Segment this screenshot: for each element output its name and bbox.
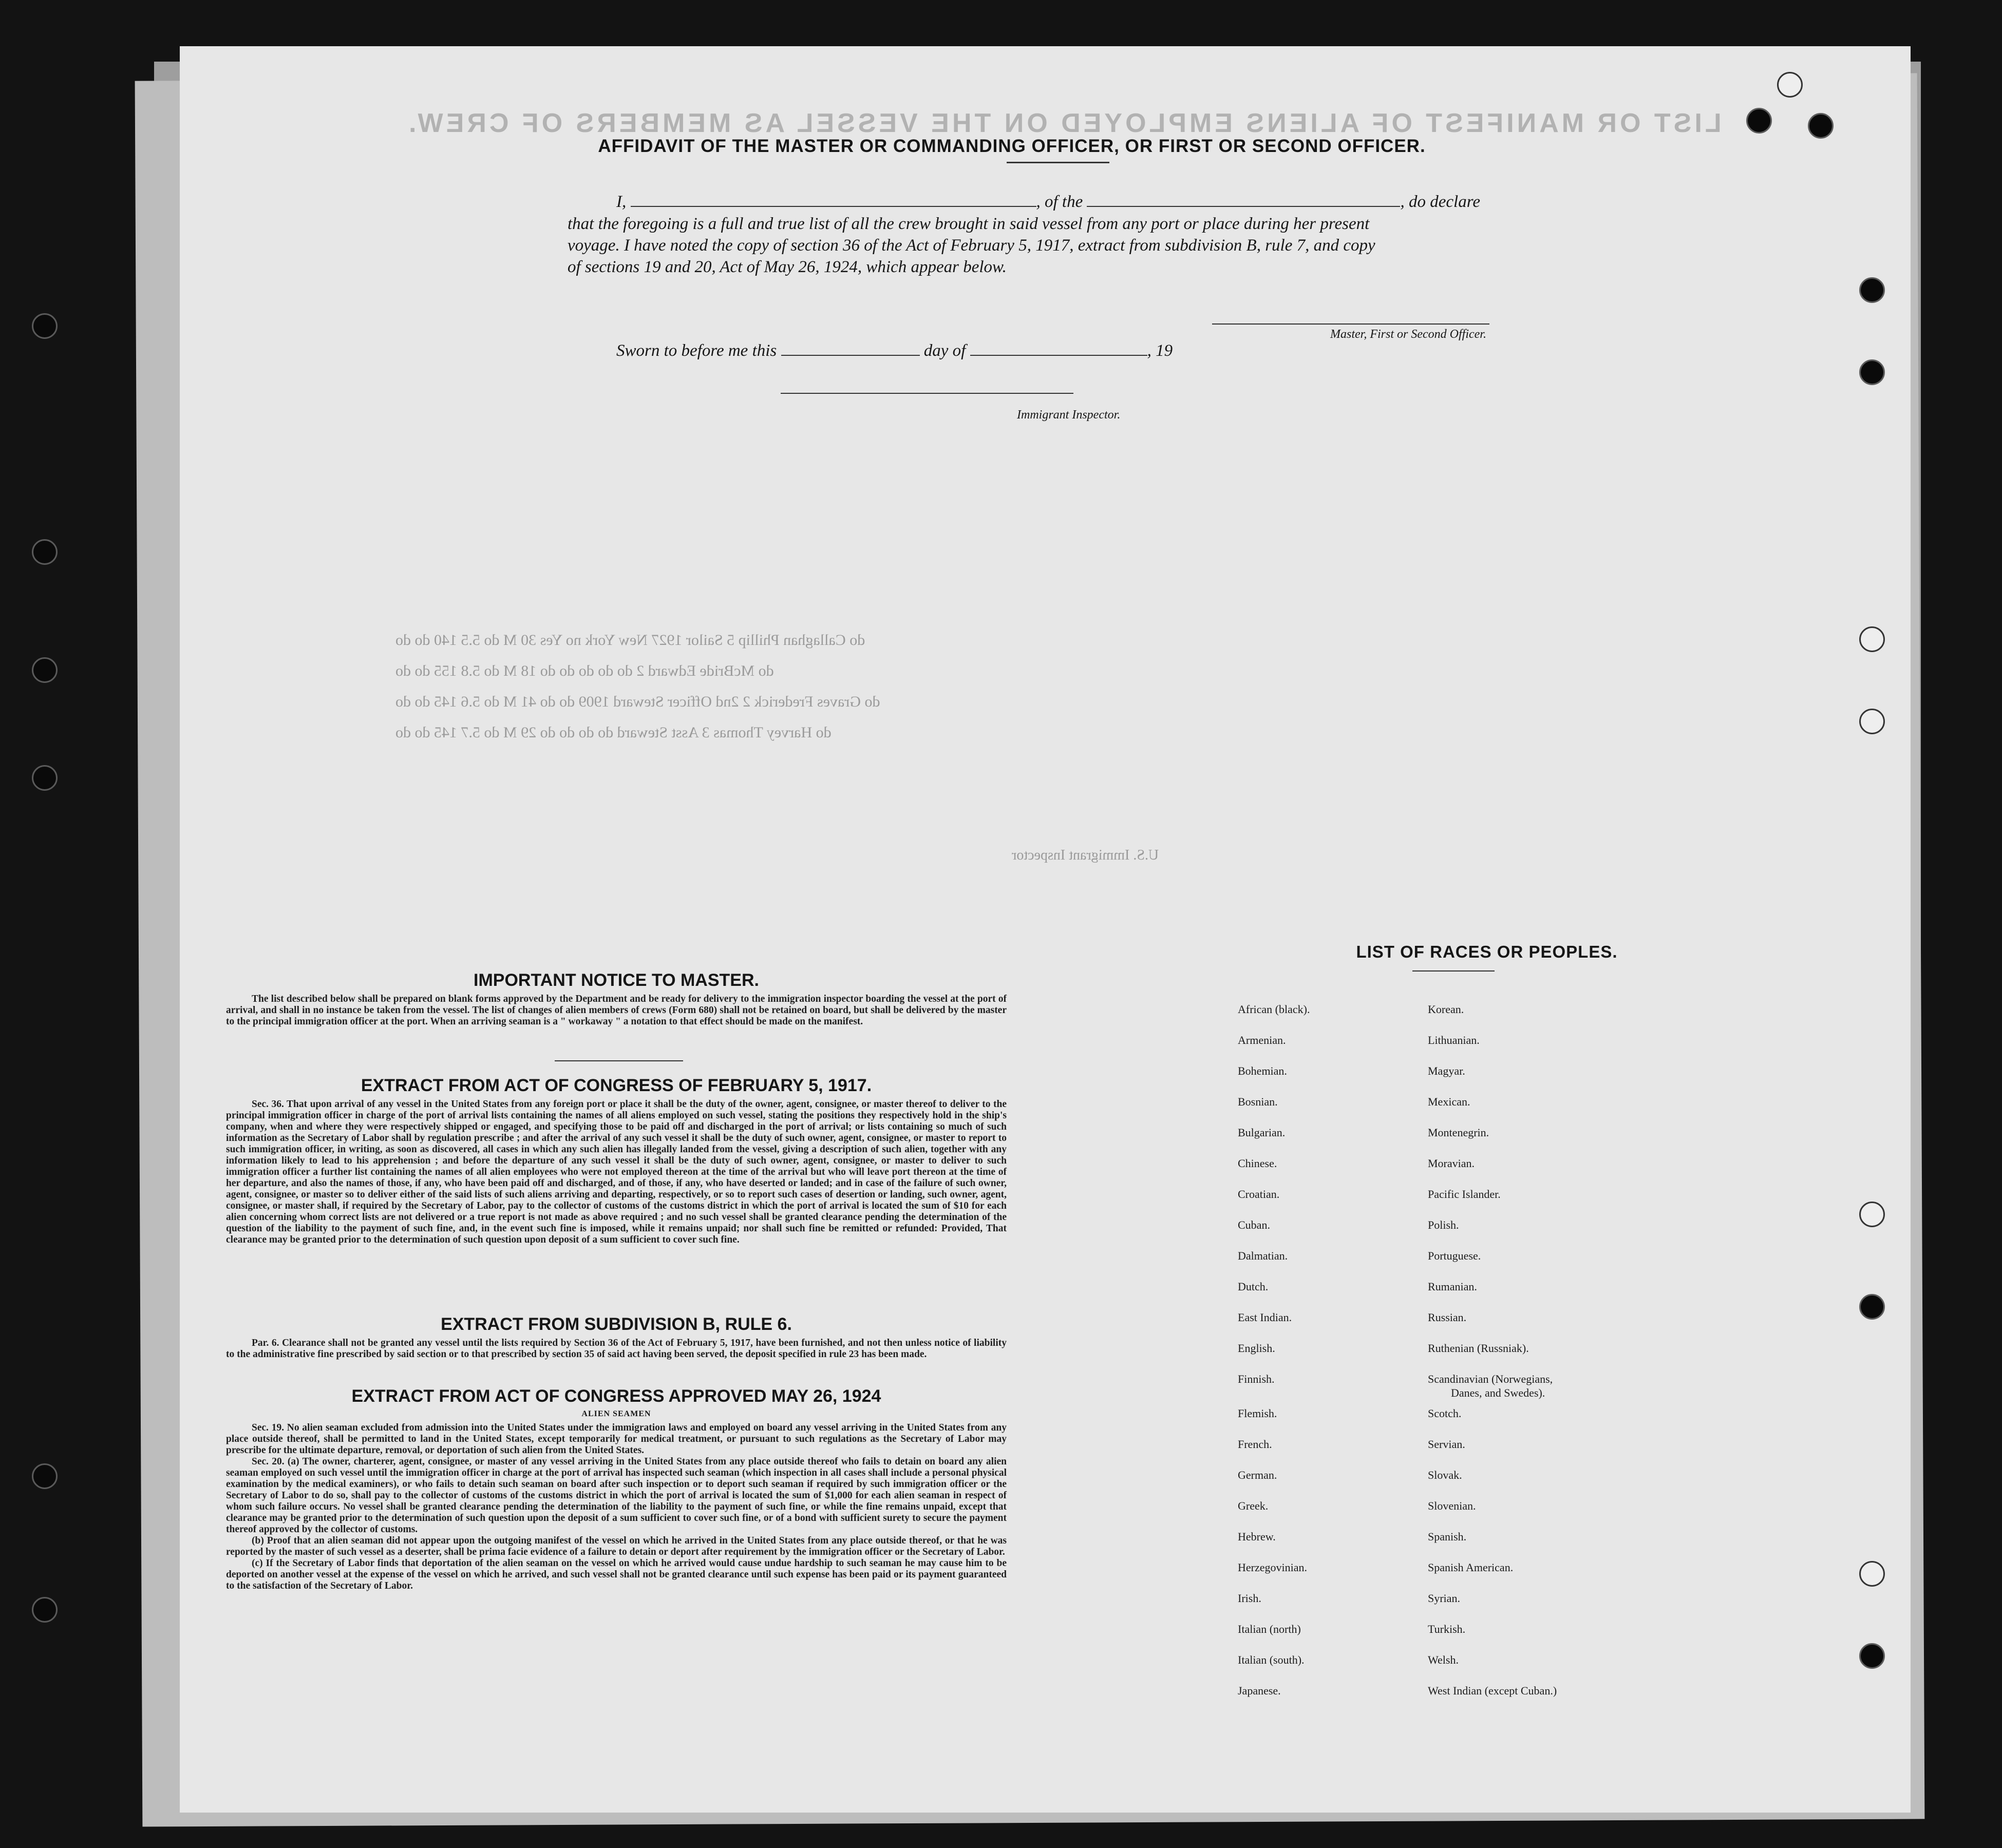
race-item: Italian (south). (1238, 1653, 1305, 1666)
sec-20b-paragraph: (b) Proof that an alien seaman did not appear upon the outgoing manifest of the vessel on which he arrived in the United States from any place outside thereof, or that he was reported by the master of such vessel as a deserter, shall be prima facie evidence of a failure to detain or deport after requirement by the immigration officer or the Secretary of Labor. (226, 1535, 1007, 1557)
extract-1917-text (226, 1099, 1007, 1246)
races-title: LIST OF RACES OR PEOPLES. (1356, 942, 1618, 961)
day-blank[interactable] (781, 342, 920, 356)
divider (555, 1060, 683, 1061)
race-item: African (black). (1238, 1003, 1310, 1016)
race-item: Slovak. (1428, 1469, 1462, 1481)
inspector-label: Immigrant Inspector. (1017, 408, 1121, 422)
race-item: Greek. (1238, 1499, 1269, 1512)
race-item: Chinese. (1238, 1157, 1277, 1170)
punch-hole (1859, 1643, 1885, 1669)
binder-hole (32, 539, 58, 565)
extract-1924-text (226, 1422, 1007, 1592)
affidavit-line-3: voyage. I have noted the copy of section 36 of the Act of February 5, 1917, extract from subdivision B, rule 7, and copy (568, 236, 1375, 255)
race-item: Turkish. (1428, 1623, 1466, 1635)
master-signature-line (1212, 323, 1489, 325)
race-item: German. (1238, 1469, 1277, 1481)
punch-hole (1777, 72, 1803, 98)
bleed-through-row: do McBride Edward 2 do do do do do 18 M do 5.8 155 do do (395, 662, 774, 679)
affidavit-line-2: that the foregoing is a full and true list of all the crew brought in said vessel from any port or place during her present (568, 215, 1370, 233)
punch-hole (1746, 108, 1772, 134)
bleed-through-header: LIST OR MANIFEST OF ALIENS EMPLOYED ON THE VESSEL AS MEMBERS OF CREW. (406, 108, 1722, 138)
race-item: Irish. (1238, 1592, 1261, 1605)
race-item: Moravian. (1428, 1157, 1475, 1170)
affidavit-of-the: , of the (1036, 193, 1083, 211)
affidavit-line-4: of sections 19 and 20, Act of May 26, 1924, which appear below. (568, 258, 1007, 276)
bleed-through-inspector: U.S. Immigrant Inspector (1012, 847, 1159, 863)
subdivision-paragraph: Par. 6. Clearance shall not be granted any vessel until the lists required by Section 36 of the Act of February 5, 1917, have been furnished, and not then unless notice of liability to the administrative fine prescribed by said section or to that prescribed by section 35 of said act having been served, the deposit specified in rule 23 has been made. (226, 1338, 1007, 1360)
race-item: Lithuanian. (1428, 1034, 1480, 1046)
sec-19-paragraph: Sec. 19. No alien seaman excluded from admission into the United States under the immigration laws and employed on board any vessel arriving in the United States from any place outside thereof, shall be permitted to land in the United States, except temporarily for medical treatment, or pursuant to such regulations as the Secretary of Labor may prescribe for the ultimate departure, removal, or deportation of such alien from the United States. (226, 1422, 1007, 1456)
race-item-continued: Danes, and Swedes). (1451, 1386, 1545, 1399)
race-item: Polish. (1428, 1218, 1459, 1231)
race-item: Scandinavian (Norwegians, (1428, 1373, 1553, 1385)
month-blank[interactable] (970, 342, 1147, 356)
bleed-through-row: do Callaghan Phillip 5 Sailor 1927 New York no Yes 30 M do 5.5 140 do do (395, 632, 865, 649)
race-item: Korean. (1428, 1003, 1464, 1016)
punch-hole (1859, 359, 1885, 385)
day-of-text: day of (923, 341, 966, 360)
affidavit-i: I, (616, 193, 627, 211)
race-item: Italian (north) (1238, 1623, 1301, 1635)
race-item: Pacific Islander. (1428, 1188, 1501, 1201)
race-item: Mexican. (1428, 1095, 1470, 1108)
notice-text (226, 994, 1007, 1027)
vessel-blank[interactable] (1087, 194, 1400, 207)
race-item: Montenegrin. (1428, 1126, 1489, 1139)
binder-hole (32, 313, 58, 339)
master-label: Master, First or Second Officer. (1330, 328, 1486, 341)
subdivision-title: EXTRACT FROM SUBDIVISION B, RULE 6. (441, 1314, 792, 1334)
race-item: Welsh. (1428, 1653, 1459, 1666)
bleed-through-row: do Harvey Thomas 3 Asst Steward do do do do 29 M do 5.7 145 do do (395, 724, 832, 741)
race-item: Herzegovinian. (1238, 1561, 1307, 1574)
punch-hole (1859, 277, 1885, 303)
binder-hole (32, 657, 58, 683)
binder-hole (32, 1597, 58, 1623)
race-item: Flemish. (1238, 1407, 1277, 1420)
race-item: Ruthenian (Russniak). (1428, 1342, 1529, 1355)
punch-hole (1859, 1202, 1885, 1227)
race-item: Cuban. (1238, 1218, 1270, 1231)
inspector-signature-line (781, 393, 1073, 394)
affidavit-title: AFFIDAVIT OF THE MASTER OR COMMANDING OFFICER, OR FIRST OR SECOND OFFICER. (598, 136, 1426, 156)
race-item: Spanish American. (1428, 1561, 1514, 1574)
subdivision-text (226, 1338, 1007, 1360)
notice-paragraph: The list described below shall be prepared on blank forms approved by the Department and be ready for delivery to the immigration inspector boarding the vessel at the port of arrival, and shall in no instance be taken from the vessel. The list of changes of alien members of crews (Form 680) shall not be retained on board, but shall be delivered by the master to the principal immigration officer at the port. When an arriving seaman is a " workaway " a notation to that effect should be made on the manifest. (226, 994, 1007, 1027)
punch-hole (1859, 1294, 1885, 1320)
alien-seamen-subtitle: ALIEN SEAMEN (581, 1409, 651, 1418)
race-item: Bulgarian. (1238, 1126, 1286, 1139)
race-item: Finnish. (1238, 1373, 1275, 1385)
race-item: Scotch. (1428, 1407, 1462, 1420)
race-item: Syrian. (1428, 1592, 1460, 1605)
race-item: Dutch. (1238, 1280, 1269, 1293)
race-item: East Indian. (1238, 1311, 1292, 1324)
extract-1917-title: EXTRACT FROM ACT OF CONGRESS OF FEBRUARY 5, 1917. (361, 1076, 872, 1095)
race-item: Japanese. (1238, 1684, 1281, 1697)
race-item: Bohemian. (1238, 1064, 1287, 1077)
extract-1917-paragraph: Sec. 36. That upon arrival of any vessel in the United States from any foreign port or place it shall be the duty of the owner, agent, consignee, or master thereof to deliver to the principal immigration officer in charge of the port of arrival lists containing the names of all aliens employed on such vessel, stating the positions they respectively hold in the ship's company, when and where they were respectively shipped or engaged, and specifying those to be paid off and discharged in the port of arrival; or lists containing so much of such information as the Secretary of Labor shall by regulation prescribe ; and after the arrival of any such vessel it shall be the duty of such owner, agent, consignee, or master to report to such immigration officer, in writing, as soon as discovered, all cases in which any such alien has illegally landed from the vessel, giving a description of such alien, together with any information likely to lead to his apprehension ; and before the departure of any such vessel it shall be the duty of such owner, agent, consignee, or master to deliver to such immigration officer a further list containing the names of all alien employees who were not employed thereon at the time of the arrival but who will leave port thereon at the time of her departure, and also the names of those, if any, who have been paid off and discharged, and of those, if any, who have deserted or landed; and in case of the failure of such owner, agent, consignee, or master so to deliver either of the said lists of such aliens arriving and departing, respectively, or so to report such cases of desertion or landing, such owner, agent, consignee, or master shall, if required by the Secretary of Labor, pay to the collector of customs of the customs district in which the port of arrival is located the sum of $10 for each alien concerning whom correct lists are not delivered or a true report is not made as above required ; and no such vessel shall be granted clearance pending the determination of the question of the liability to the payment of such fine, and, in the event such fine is imposed, while it remains unpaid; nor shall such fine be remitted or refunded: Provided, That clearance may be granted prior to the determination of such question upon deposit of a sum sufficient to cover such fine. (226, 1099, 1007, 1245)
race-item: Bosnian. (1238, 1095, 1278, 1108)
affidavit-line-1 (616, 193, 1480, 212)
sworn-text: Sworn to before me this (616, 341, 777, 360)
notice-title: IMPORTANT NOTICE TO MASTER. (474, 970, 759, 990)
name-blank[interactable] (631, 194, 1036, 207)
bleed-through-row: do Graves Frederick 2 2nd Officer Steward 1909 do do 41 M do 5.6 145 do do (395, 693, 880, 710)
binder-hole (32, 765, 58, 791)
affidavit-declare: , do declare (1400, 193, 1480, 211)
race-item: Hebrew. (1238, 1530, 1276, 1543)
punch-hole (1808, 113, 1834, 139)
race-item: French. (1238, 1438, 1272, 1451)
race-item: Russian. (1428, 1311, 1467, 1324)
race-item: Spanish. (1428, 1530, 1467, 1543)
race-item: Rumanian. (1428, 1280, 1477, 1293)
race-item: West Indian (except Cuban.) (1428, 1684, 1557, 1697)
title-underline (1007, 162, 1109, 163)
manifest-page (180, 46, 1911, 1813)
sworn-line (616, 341, 1173, 360)
race-item: Dalmatian. (1238, 1249, 1288, 1262)
race-item: Servian. (1428, 1438, 1465, 1451)
race-item: Armenian. (1238, 1034, 1286, 1046)
year-text: , 19 (1147, 341, 1173, 360)
binder-hole (32, 1463, 58, 1489)
race-item: Portuguese. (1428, 1249, 1481, 1262)
sec-20c-paragraph: (c) If the Secretary of Labor finds that deportation of the alien seaman on the vessel on which he arrived would cause undue hardship to such seaman he may cause him to be deported on another vessel at the expense of the vessel on which he arrived, and such vessel shall not be granted clearance until such expense has been paid or its payment guaranteed to the satisfaction of the Secretary of Labor. (226, 1558, 1007, 1591)
punch-hole (1859, 626, 1885, 652)
race-item: Magyar. (1428, 1064, 1465, 1077)
race-item: English. (1238, 1342, 1275, 1355)
race-item: Slovenian. (1428, 1499, 1476, 1512)
punch-hole (1859, 1561, 1885, 1587)
race-item: Croatian. (1238, 1188, 1280, 1201)
punch-hole (1859, 709, 1885, 734)
sec-20a-paragraph: Sec. 20. (a) The owner, charterer, agent, consignee, or master of any vessel arriving in the United States from any place outside thereof who fails to detain on board any alien seaman employed on such vessel until the immigration officer in charge at the port of arrival has inspected such seaman (which inspection in all cases shall include a personal physical examination by the medical examiners), or who fails to detain such seaman on board after such inspection or to deport such seaman if required by such immigration officer or the Secretary of Labor to do so, shall pay to the collector of customs of the customs district in which the port of arrival is located the sum of $1,000 for each alien seaman in respect of whom such failure occurs. No vessel shall be granted clearance pending the determination of the liability to the payment of such fine, or while the fine remains unpaid, except that clearance may be granted prior to the determination of such question upon the deposit of a sum sufficient to cover such fine, or of a bond with sufficient surety to secure the payment thereof approved by the collector of customs. (226, 1456, 1007, 1535)
extract-1924-title: EXTRACT FROM ACT OF CONGRESS APPROVED MAY 26, 1924 (351, 1386, 881, 1406)
races-underline (1412, 970, 1495, 971)
